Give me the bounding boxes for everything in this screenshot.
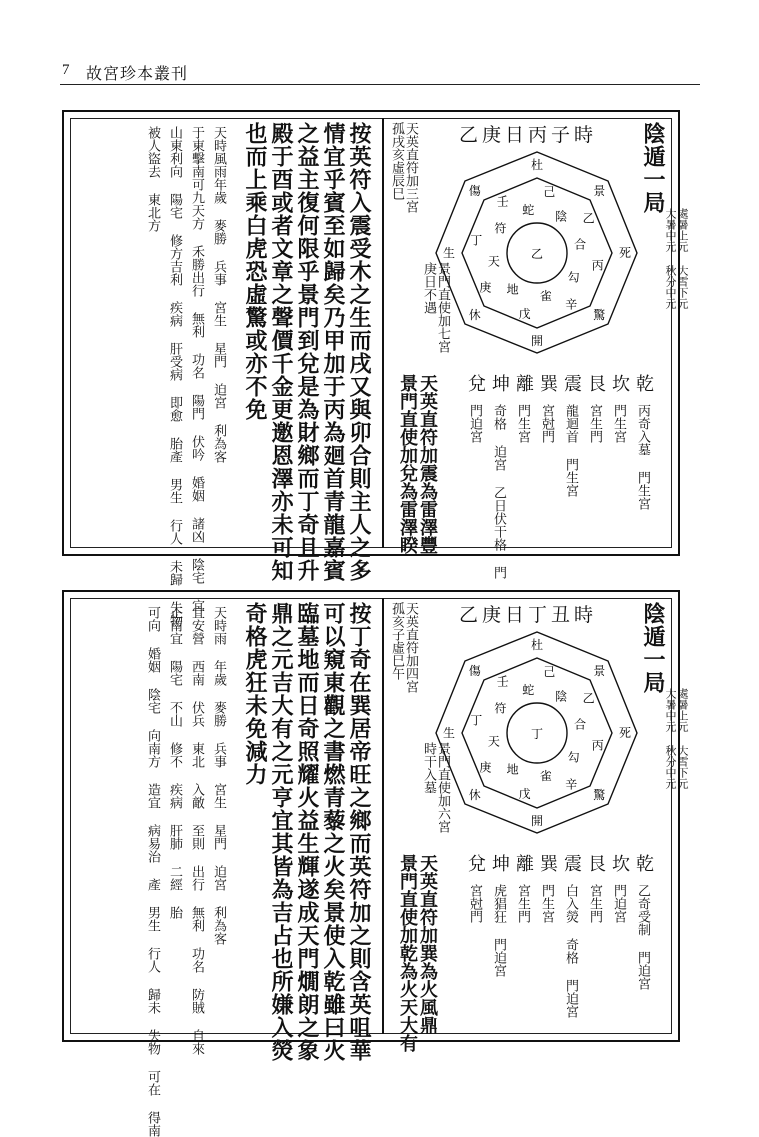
- ring-stem: 戊: [518, 306, 531, 321]
- ring-door: 生: [442, 246, 456, 260]
- palace-note: 宮生門: [515, 884, 530, 923]
- ring-god: 合: [574, 237, 587, 252]
- palace-name: 巽: [537, 854, 558, 872]
- panel-divider: [382, 598, 384, 1034]
- ring-door: 死: [618, 246, 632, 260]
- ring-stem: 辛: [565, 777, 578, 792]
- palace-note: 白入熒 奇格 門迫宮: [563, 884, 578, 1018]
- divination-note: 正南宜 陽宅 不山 修不 疾病 肝肺 二經 胎: [167, 606, 182, 919]
- palace-name: 乾: [633, 854, 654, 872]
- bagua-diagram: [432, 148, 642, 358]
- ring-stem: 乙: [582, 211, 595, 226]
- bold-line: 天英直符加巽為火風鼎: [417, 854, 438, 1034]
- page-header: [60, 58, 700, 84]
- note-small: 天英直符加四宮: [403, 602, 418, 693]
- ring-god: 勾: [567, 750, 580, 765]
- palace-name: 坎: [609, 854, 630, 872]
- ring-door: 杜: [530, 158, 544, 172]
- panel-divider: [382, 118, 384, 548]
- palace-name: 坤: [489, 854, 510, 872]
- dun-note: 處暑上元 大雪下元: [676, 208, 689, 309]
- ring-door: 傷: [468, 183, 481, 198]
- book-title: 故宮珍本叢刊: [86, 64, 189, 83]
- ring-stem: 丁: [470, 713, 483, 728]
- note-small: 庚日不遇: [421, 262, 436, 314]
- ring-door: 景: [593, 663, 606, 678]
- palace-name: 兌: [465, 854, 486, 872]
- note-small: 孤亥子虛巳午: [389, 602, 404, 680]
- note-small: 時干入墓: [421, 742, 436, 794]
- palace-name: 離: [513, 374, 534, 392]
- ring-stem: 丙: [591, 258, 604, 273]
- ring-stem: 壬: [496, 194, 509, 209]
- palace-name: 坤: [489, 374, 510, 392]
- palace-name: 震: [561, 854, 582, 872]
- ring-stem: 己: [543, 665, 556, 680]
- commentary-line: 按英符入震受木之生而戌又與卯合則主人之多: [346, 122, 372, 582]
- divination-note: 宜安營 西南 伏兵 東北 入敵 至則 出行 無利 功名 防賊 自來: [189, 606, 204, 1055]
- commentary-line: 之益主復何限乎景門到兌是為財鄉而丁奇且升: [294, 122, 320, 582]
- divination-note: 山東利向 陽宅 修方吉利 疾病 肝受病 即愈 胎產 男生 行人 未歸 失物: [167, 126, 182, 627]
- bold-line: 天英直符加震為雷澤豐: [417, 374, 438, 554]
- palace-note: 門迫宮: [467, 404, 482, 443]
- bold-line: 景門直使加兌為雷澤睽: [397, 374, 418, 554]
- dun-title: 陰遁一局: [640, 122, 666, 214]
- hour-title: 乙庚日丙子時: [459, 124, 598, 146]
- palace-name: 艮: [585, 374, 606, 392]
- palace-name: 巽: [537, 374, 558, 392]
- palace-note: 宮尅門: [539, 404, 554, 443]
- divination-note: 天時雨 年歲 麥勝 兵事 宮生 星門 迫宮 利為客: [211, 606, 226, 945]
- palace-name: 乾: [633, 374, 654, 392]
- ring-god: 合: [574, 717, 587, 732]
- commentary-line: 臨墓地而日奇照耀火益生輝遂成天門燗朗之象: [294, 602, 320, 1062]
- ring-door: 傷: [468, 663, 481, 678]
- palace-note: 龍迴首 門生宮: [563, 404, 578, 497]
- ring-god: 蛇: [522, 682, 535, 697]
- palace-name: 艮: [585, 854, 606, 872]
- ring-door: 生: [442, 726, 456, 740]
- palace-note: 虎猖狂 門迫宮: [491, 884, 506, 977]
- ring-stem: 丙: [591, 738, 604, 753]
- palace-note: 宮生門: [587, 404, 602, 443]
- commentary-line: 殿于酉或者文章之聲價千金更邀恩澤亦未可知: [268, 122, 294, 582]
- note-small: 孤戌亥虛辰巳: [389, 122, 404, 200]
- palace-name: 坎: [609, 374, 630, 392]
- divination-note: 被人盜去 東北方: [145, 126, 160, 232]
- ring-stem: 乙: [582, 691, 595, 706]
- palace-note: 乙奇受制 門迫宮: [635, 884, 650, 990]
- palace-note: 丙奇入墓 門生宮: [635, 404, 650, 510]
- center-stem: 丁: [530, 727, 544, 741]
- commentary-line: 按丁奇在巽居帝旺之鄉而英符加之則含英咀華: [346, 602, 372, 1062]
- palace-note: 門迫宮: [611, 884, 626, 923]
- ring-god: 地: [506, 282, 519, 297]
- dun-note: 大暑中元 秋分中元: [664, 688, 677, 789]
- ring-god: 符: [494, 221, 507, 236]
- divination-note: 可向 婚姻 陰宅 向南方 造宜 病易治 產 男生 行人 歸未 失物 可在 得南: [145, 606, 160, 1137]
- palace-note: 門生宮: [611, 404, 626, 443]
- bold-line: 景門直使加乾為火天大有: [397, 854, 418, 1052]
- ring-door: 開: [530, 814, 544, 828]
- ring-stem: 壬: [496, 674, 509, 689]
- note-small: 天英直符加三宮: [403, 122, 418, 213]
- palace-name: 離: [513, 854, 534, 872]
- ring-door: 死: [618, 726, 632, 740]
- ring-stem: 庚: [479, 760, 492, 775]
- commentary-line: 奇格虎狂未免減力: [242, 602, 268, 786]
- palace-note: 奇格 迫宮 乙日伏干格 門: [491, 404, 506, 579]
- dun-title: 陰遁一局: [640, 602, 666, 694]
- note-small: 景門直使加六宮: [435, 742, 450, 833]
- ring-door: 休: [468, 308, 481, 323]
- hour-title: 乙庚日丁丑時: [459, 604, 598, 626]
- ring-god: 蛇: [522, 202, 535, 217]
- commentary-line: 可以窺東觀之書燃青藜之火矣景使入乾雖曰火: [320, 602, 346, 1062]
- commentary-line: 鼎之元吉大有之元亨宜其皆為吉占也所嫌入熒: [268, 602, 294, 1062]
- ring-door: 開: [530, 334, 544, 348]
- dun-note: 處暑上元 大雪下元: [676, 688, 689, 789]
- commentary-line: 也而上乘白虎恐虛驚或亦不免: [242, 122, 268, 421]
- ring-god: 陰: [555, 209, 568, 224]
- ring-stem: 丁: [470, 233, 483, 248]
- ring-god: 雀: [539, 769, 552, 784]
- ring-stem: 己: [543, 185, 556, 200]
- divination-note: 天時風雨年歲 麥勝 兵事 宮生 星門 迫宮 利為客: [211, 126, 226, 463]
- chart-panel-bottom: [62, 590, 689, 1137]
- ring-god: 符: [494, 701, 507, 716]
- note-small: 景門直使加七宮: [435, 262, 450, 353]
- bagua-diagram: [432, 628, 642, 838]
- ring-stem: 戊: [518, 786, 531, 801]
- ring-god: 勾: [567, 270, 580, 285]
- header-rule: [60, 84, 700, 85]
- ring-door: 驚: [593, 308, 606, 323]
- diagram-labels: [443, 637, 631, 828]
- palace-note: 宮生門: [587, 884, 602, 923]
- dun-note: 大暑中元 秋分中元: [664, 208, 677, 309]
- palace-name: 兌: [465, 374, 486, 392]
- commentary-line: 情宜乎賓至如歸矣乃甲加于丙為廻首青龍嘉賓: [320, 122, 346, 582]
- ring-god: 天: [487, 254, 500, 269]
- ring-god: 天: [487, 734, 500, 749]
- page-number: 7: [62, 62, 70, 78]
- ring-god: 地: [506, 762, 519, 777]
- center-stem: 乙: [530, 247, 544, 261]
- palace-note: 宮尅門: [467, 884, 482, 923]
- ring-god: 雀: [539, 289, 552, 304]
- ring-stem: 庚: [479, 280, 492, 295]
- divination-note: 于東擊南可九天方 禾勝出行 無利 功名 陽門 伏吟 婚姻 諸凶 陰宅 宜: [189, 126, 204, 612]
- ring-door: 景: [593, 183, 606, 198]
- palace-note: 門生宮: [515, 404, 530, 443]
- ring-door: 驚: [593, 788, 606, 803]
- ring-stem: 辛: [565, 297, 578, 312]
- palace-name: 震: [561, 374, 582, 392]
- ring-door: 休: [468, 788, 481, 803]
- ring-god: 陰: [555, 689, 568, 704]
- palace-note: 門生宮: [539, 884, 554, 923]
- diagram-labels: [443, 157, 631, 348]
- ring-door: 杜: [530, 638, 544, 652]
